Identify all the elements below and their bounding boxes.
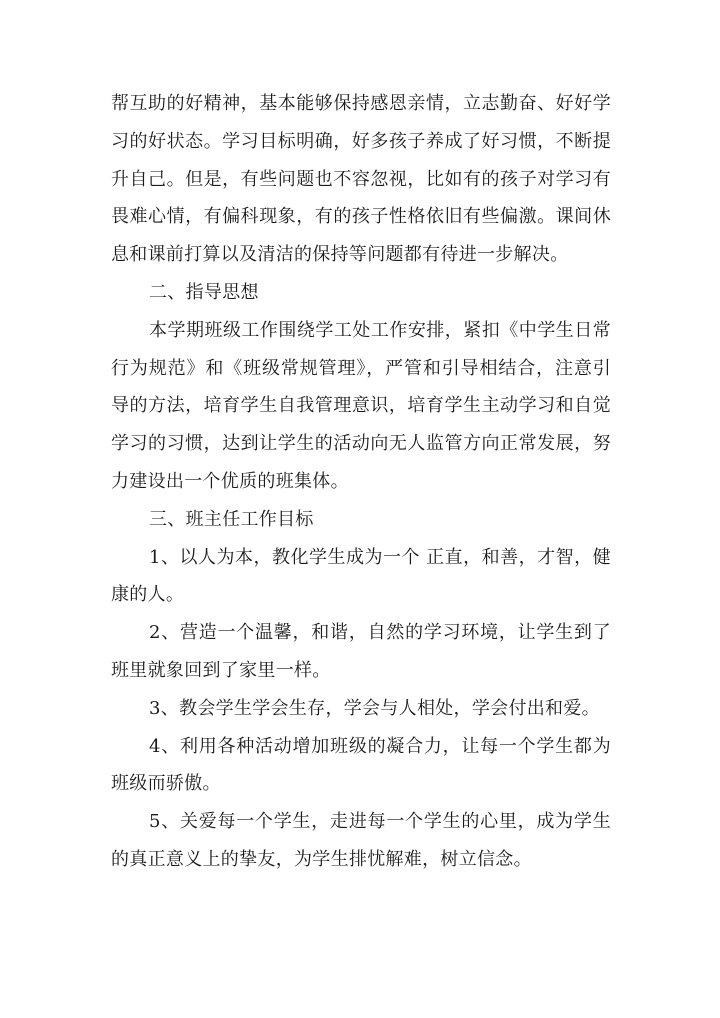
goal-item-5: 5、关爱每一个学生，走进每一个学生的心里，成为学生的真正意义上的挚友，为学生排忧解难，树立信念。 xyxy=(111,811,611,870)
section-heading-work-goals: 三、班主任工作目标 xyxy=(149,508,314,530)
guiding-thought-paragraph: 本学期班级工作围绕学工处工作安排，紧扣《中学生日常行为规范》和《班级常规管理》，严管和引导相结合，注意引导的方法，培育学生自我管理意识，培育学生主动学习和自觉学习的习惯，达到让学生的活动向无人监管方向正常发展，努力建设出一个优质的班集体。 xyxy=(111,319,611,492)
goal-item-2: 2、营造一个温馨，和谐，自然的学习环境，让学生到了班里就象回到了家里一样。 xyxy=(111,622,611,681)
document-page xyxy=(111,85,611,879)
goal-item-3: 3、教会学生学会生存，学会与人相处，学会付出和爱。 xyxy=(149,697,600,719)
goal-item-1: 1、以人为本，教化学生成为一个 正直，和善，才智，健康的人。 xyxy=(111,546,611,606)
goal-item-4: 4、利用各种活动增加班级的凝合力，让每一个学生都为班级而骄傲。 xyxy=(111,735,611,795)
section-heading-guiding-thought: 二、指导思想 xyxy=(149,281,259,303)
intro-paragraph: 帮互助的好精神，基本能够保持感恩亲情，立志勤奋、好好学习的好状态。学习目标明确，好多孩子养成了好习惯，不断提升自己。但是，有些问题也不容忽视，比如有的孩子对学习有畏难心情，有偏科现象，有的孩子性格依旧有些偏激。课间休息和课前打算以及清洁的保持等问题都有待进一步解决。 xyxy=(111,93,611,266)
